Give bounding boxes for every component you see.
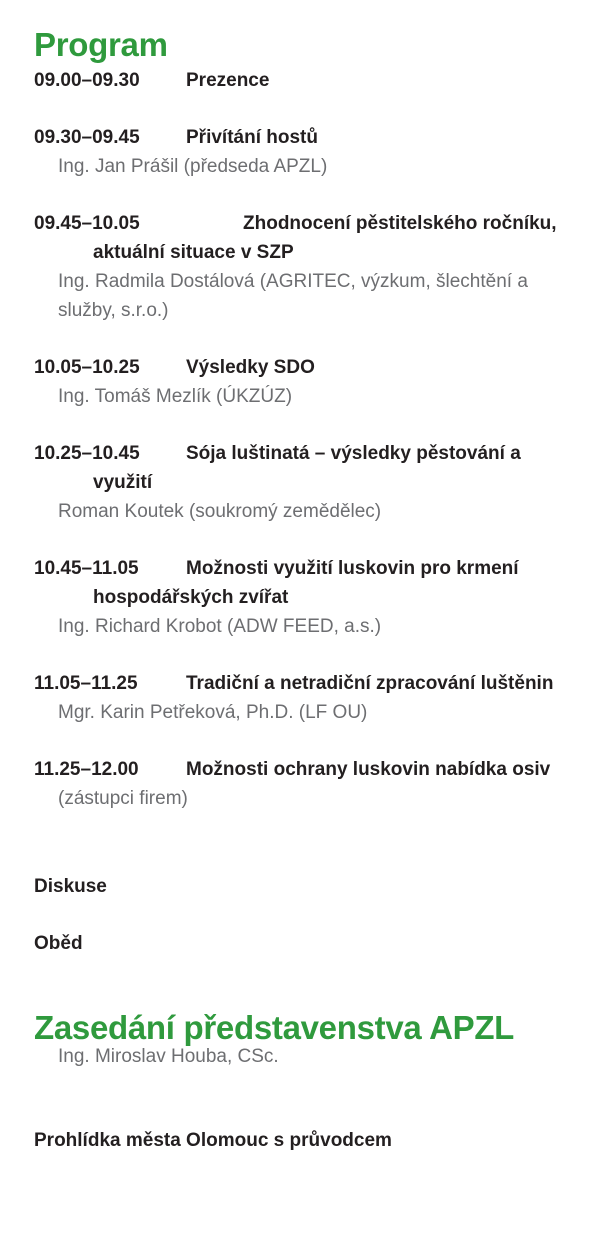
item-title: Zhodnocení pěstitelského ročníku, aktuální situace v SZP (93, 213, 557, 263)
item-title: Prezence (186, 70, 270, 91)
program-item (34, 209, 574, 325)
item-speaker: Ing. Richard Krobot (ADW FEED, a.s.) (58, 616, 382, 637)
item-time: 09.30–09.45 (34, 127, 140, 148)
item-title: Sója luštinatá – výsledky pěstování a využití (93, 443, 521, 493)
item-title: Možnosti využití luskovin pro krmení hospodářských zvířat (93, 558, 519, 608)
item-time: 11.05–11.25 (34, 673, 138, 694)
item-title: Výsledky SDO (186, 357, 315, 378)
item-time: 10.25–10.45 (34, 443, 140, 464)
item-speaker: Ing. Jan Prášil (předseda APZL) (58, 156, 328, 177)
program-heading: Program (34, 26, 168, 63)
item-time: 11.25–12.00 (34, 759, 139, 780)
board-speaker: Ing. Miroslav Houba, CSc. (58, 1046, 279, 1067)
program-item (34, 439, 574, 526)
item-speaker: Ing. Tomáš Mezlík (ÚKZÚZ) (58, 386, 293, 407)
item-speaker: Mgr. Karin Petřeková, Ph.D. (LF OU) (58, 702, 368, 723)
item-time: 09.45–10.05 (34, 213, 140, 234)
obed-label: Oběd (34, 933, 83, 954)
program-item (34, 123, 574, 181)
item-title: Možnosti ochrany luskovin nabídka osiv (186, 759, 551, 780)
program-document (34, 26, 574, 1155)
program-item (34, 66, 574, 95)
board-heading: Zasedání představenstva APZL (34, 1009, 515, 1046)
item-speaker: Roman Koutek (soukromý zemědělec) (58, 501, 382, 522)
diskuse-label: Diskuse (34, 876, 107, 897)
item-time: 09.00–09.30 (34, 70, 140, 91)
item-time: 10.45–11.05 (34, 558, 139, 579)
item-title: Přivítání hostů (186, 127, 318, 148)
program-item (34, 353, 574, 411)
item-speaker: Ing. Radmila Dostálová (AGRITEC, výzkum, šlechtění a služby, s.r.o.) (58, 271, 528, 321)
item-title: Tradiční a netradiční zpracování luštěnin (186, 673, 554, 694)
item-speaker: (zástupci firem) (58, 788, 188, 809)
item-time: 10.05–10.25 (34, 357, 140, 378)
program-item (34, 755, 574, 813)
program-item (34, 669, 574, 727)
tour-label: Prohlídka města Olomouc s průvodcem (34, 1130, 392, 1151)
program-item (34, 554, 574, 641)
